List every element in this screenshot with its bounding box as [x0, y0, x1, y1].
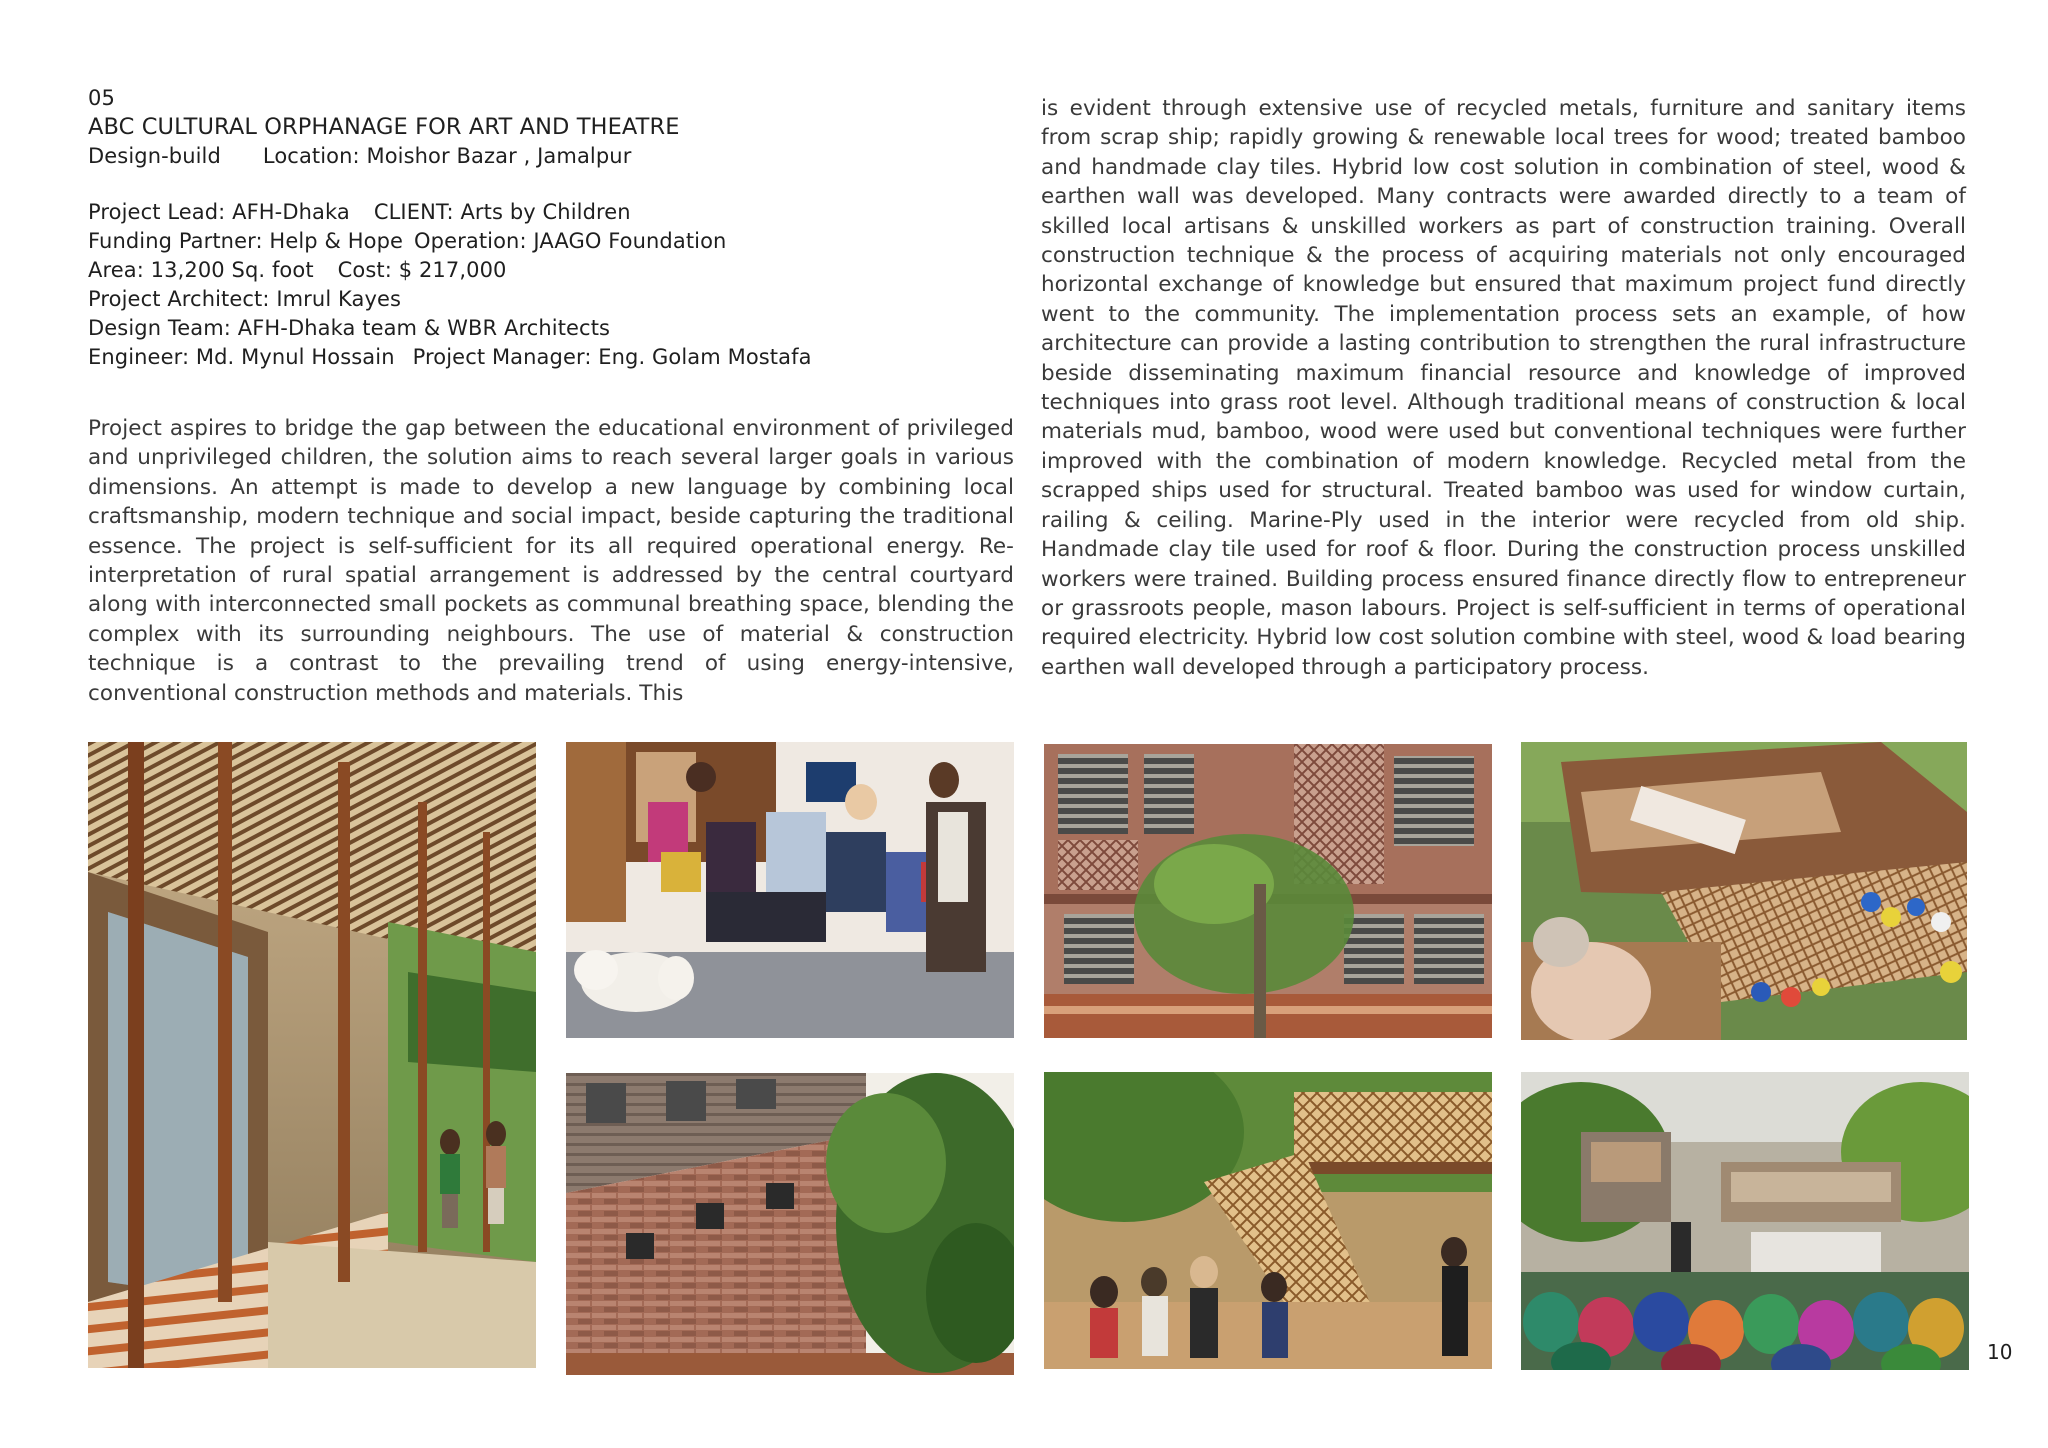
project-lead: Project Lead: AFH-Dhaka — [88, 200, 350, 224]
area: Area: 13,200 Sq. foot — [88, 258, 314, 282]
cost: Cost: $ 217,000 — [337, 258, 507, 282]
project-title: ABC CULTURAL ORPHANAGE FOR ART AND THEATRE — [88, 114, 680, 140]
project-location: Location: Moishor Bazar , Jamalpur — [262, 144, 632, 168]
photo-performance-audience — [1521, 1072, 1969, 1370]
design-team: Design Team: AFH-Dhaka team & WBR Architects — [88, 316, 611, 340]
project-info — [88, 84, 1028, 372]
project-architect: Project Architect: Imrul Kayes — [88, 287, 402, 311]
client: CLIENT: Arts by Children — [373, 200, 631, 224]
engineer: Engineer: Md. Mynul Hossain — [88, 345, 395, 369]
photo-event-balloons — [1521, 742, 1967, 1040]
funding-partner: Funding Partner: Help & Hope — [88, 229, 404, 253]
project-type-location — [88, 142, 1028, 171]
project-manager: Project Manager: Eng. Golam Mostafa — [412, 345, 812, 369]
photo-building-lattice-facade — [1044, 744, 1492, 1038]
credit-line-funding-operation — [88, 227, 1028, 256]
project-number: 05 — [88, 86, 115, 110]
credit-line-area-cost — [88, 256, 1028, 285]
photo-brick-building — [566, 1073, 1014, 1375]
credit-line-engineer-manager — [88, 343, 1028, 372]
photo-group-with-children — [566, 742, 1014, 1038]
photo-veranda-bamboo-pergola — [88, 742, 536, 1368]
photo-courtyard-stairs-visitors — [1044, 1072, 1492, 1369]
description-left-column: Project aspires to bridge the gap between the educational environment of privileged and unprivileged children, the solution aims to reach several larger goals in various dimensions. An attempt is made to develop a new language by combining local craftsmanship, modern technique and social impact, beside capturing the traditional essence. The project is self-sufficient for its all required operational energy. Re-interpretation of rural spatial arrangement is addressed by the central courtyard along with interconnected small pockets as communal breathing space, blending the complex with its surrounding neighbours. The use of material & construction technique is a contrast to the prevailing trend of using energy-intensive, conventional construction methods and materials. This — [88, 416, 1014, 706]
page-number: 10 — [1987, 1340, 2013, 1364]
operation: Operation: JAAGO Foundation — [414, 229, 727, 253]
project-type: Design-build — [88, 144, 221, 168]
credit-line-lead-client — [88, 198, 1028, 227]
description-right-column: is evident through extensive use of recycled metals, furniture and sanitary items from scrap ship; rapidly growing & renewable local trees for wood; treated bamboo and handmade clay tiles. Hybrid low cost solution in combination of steel, wood & earthen wall was developed. Many contracts were awarded directly to a team of skilled local artisans & unskilled workers as part of construction training. Overall construction technique & the process of acquiring materials not only encouraged horizontal exchange of knowledge but ensured that maximum project fund directly went to the community. The implementation process sets an example, of how architecture can provide a lasting contribution to strengthen the rural infrastructure beside disseminating maximum financial resource and knowledge of improved techniques into grass root level. Although traditional means of construction & local materials mud, bamboo, wood were used but conventional techniques were further improved with the combination of modern knowledge. Recycled metal from the scrapped ships used for structural. Treated bamboo was used for window curtain, railing & ceiling. Marine-Ply used in the interior were recycled from old ship. Handmade clay tile used for roof & floor. During the construction process unskilled workers were trained. Building process ensured finance directly flow to entrepreneur or grassroots people, mason labours. Project is self-sufficient in terms of operational required electricity. Hybrid low cost solution combine with steel, wood & load bearing earthen wall developed through a participatory process. — [1041, 96, 1966, 680]
